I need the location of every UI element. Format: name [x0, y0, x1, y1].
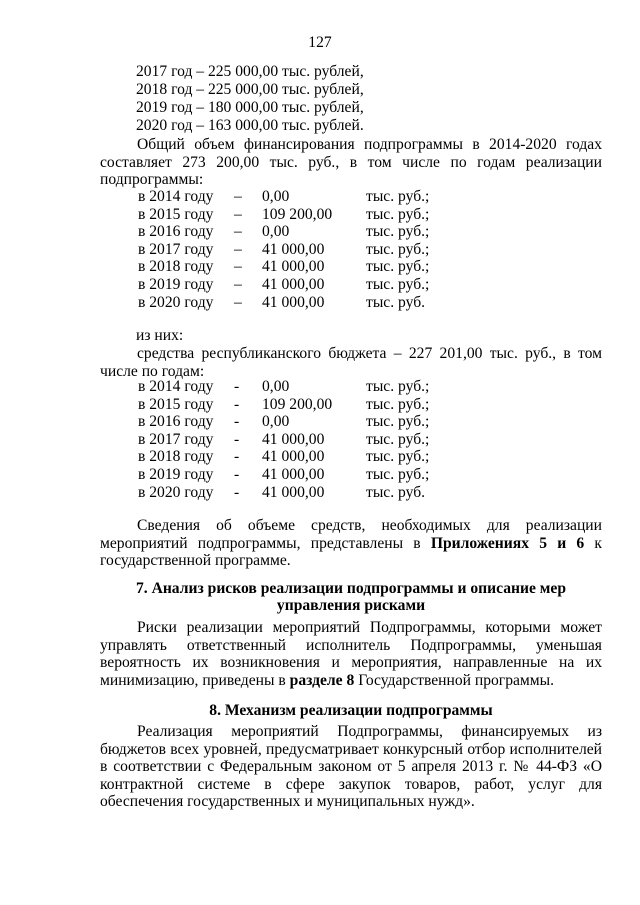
info-text — [100, 517, 602, 570]
section-8-paragraph — [100, 723, 602, 811]
intro-line-2019: 2019 год – 180 000,00 тыс. рублей, — [136, 99, 364, 116]
appendix-reference: Приложениях 5 и 6 — [430, 534, 585, 552]
of-them-label: из них: — [136, 327, 184, 344]
republic-budget-paragraph — [100, 345, 602, 380]
republic-year-unit-cell: тыс. руб.; — [366, 378, 430, 395]
financing-year-row — [138, 258, 429, 276]
financing-year-row — [138, 241, 429, 259]
section-7-paragraph — [100, 619, 602, 689]
financing-year-dash-cell: – — [234, 223, 242, 241]
republic-year-year-cell: в 2016 году — [138, 413, 214, 431]
financing-year-year-cell: в 2018 году — [138, 258, 214, 276]
republic-year-unit-cell: тыс. руб.; — [366, 395, 430, 413]
republic-year-dash-cell: - — [234, 465, 240, 483]
republic-year-value-cell: 109 200,00 — [262, 395, 333, 413]
financing-year-unit-cell: тыс. руб.; — [366, 223, 430, 241]
section-8-heading: 8. Механизм реализации подпрограммы — [209, 702, 493, 719]
financing-year-unit-cell: тыс. руб.; — [366, 240, 430, 258]
republic-year-value-cell: 41 000,00 — [262, 483, 325, 501]
info-paragraph — [100, 517, 602, 570]
republic-year-row — [138, 413, 429, 431]
financing-year-value-cell: 0,00 — [262, 188, 290, 205]
republic-year-unit-cell: тыс. руб. — [366, 483, 426, 501]
republic-year-unit-cell: тыс. руб.; — [366, 465, 430, 483]
financing-year-value-cell: 109 200,00 — [262, 205, 333, 223]
republic-year-row — [138, 396, 429, 414]
financing-year-value-cell: 0,00 — [262, 223, 290, 241]
section-7-text-after: Государственной программы. — [354, 671, 555, 689]
financing-year-value-cell: 41 000,00 — [262, 258, 325, 276]
republic-year-year-cell: в 2017 году — [138, 430, 214, 448]
republic-year-row — [138, 378, 429, 396]
republic-year-value-cell: 0,00 — [262, 378, 290, 395]
republic-year-unit-cell: тыс. руб.; — [366, 430, 430, 448]
financing-year-dash-cell: – — [234, 205, 242, 223]
republic-year-value-cell: 41 000,00 — [262, 465, 325, 483]
republic-year-row — [138, 466, 429, 484]
intro-line-2020: 2020 год – 163 000,00 тыс. рублей. — [136, 117, 364, 134]
financing-year-dash-cell: – — [234, 188, 242, 205]
info-text-after: к государственной программе. — [100, 534, 602, 569]
financing-year-value-cell: 41 000,00 — [262, 293, 325, 311]
republic-year-dash-cell: - — [234, 448, 240, 466]
financing-year-value-cell: 41 000,00 — [262, 240, 325, 258]
republic-year-dash-cell: - — [234, 395, 240, 413]
financing-year-dash-cell: – — [234, 293, 242, 311]
republic-year-dash-cell: - — [234, 378, 240, 395]
republic-year-value-cell: 0,00 — [262, 413, 290, 431]
republic-year-row — [138, 484, 429, 502]
republic-budget-body — [138, 378, 429, 501]
financing-year-dash-cell: – — [234, 258, 242, 276]
intro-line-2018: 2018 год – 225 000,00 тыс. рублей, — [136, 81, 364, 98]
financing-by-year-table — [138, 188, 429, 311]
republic-budget-text: средства республиканского бюджета – 227 201,00 тыс. руб., в том числе по годам: — [100, 345, 602, 380]
financing-year-row — [138, 206, 429, 224]
republic-year-year-cell: в 2015 году — [138, 395, 214, 413]
total-financing-paragraph — [100, 136, 602, 189]
republic-year-value-cell: 41 000,00 — [262, 448, 325, 466]
republic-year-dash-cell: - — [234, 430, 240, 448]
section-8-text: Реализация мероприятий Подпрограммы, финансируемых из бюджетов всех уровней, предусматривает конкурсный отбор исполнителей в соответствии с Федеральным законом от 5 апреля 2013 г. № 44-ФЗ «О контрактной системе в сфере закупок товаров, работ, услуг для обеспечения государственных и муниципальных нужд». — [100, 723, 602, 810]
financing-year-year-cell: в 2017 году — [138, 240, 214, 258]
financing-year-row — [138, 188, 429, 206]
republic-year-row — [138, 431, 429, 449]
republic-year-unit-cell: тыс. руб.; — [366, 448, 430, 466]
info-text-before: Сведения об объеме средств, необходимых для реализации мероприятий подпрограммы, представлены в — [100, 517, 602, 552]
financing-year-value-cell: 41 000,00 — [262, 275, 325, 293]
section-8-reference: разделе 8 — [289, 671, 355, 689]
republic-year-year-cell: в 2019 году — [138, 465, 214, 483]
financing-year-year-cell: в 2015 году — [138, 205, 214, 223]
republic-year-year-cell: в 2014 году — [138, 378, 214, 395]
republic-year-year-cell: в 2018 году — [138, 448, 214, 466]
financing-year-dash-cell: – — [234, 275, 242, 293]
financing-year-row — [138, 276, 429, 294]
financing-year-unit-cell: тыс. руб.; — [366, 188, 430, 205]
republic-year-unit-cell: тыс. руб.; — [366, 413, 430, 431]
financing-year-year-cell: в 2019 году — [138, 275, 214, 293]
total-financing-text: Общий объем финансирования подпрограммы в 2014-2020 годах составляет 273 200,00 тыс. руб., в том числе по годам реализации подпрограммы: — [100, 136, 602, 188]
financing-by-year-body — [138, 188, 429, 311]
section-7-heading: 7. Анализ рисков реализации подпрограммы и описание мер управления рисками — [135, 580, 567, 614]
republic-year-dash-cell: - — [234, 413, 240, 431]
financing-year-dash-cell: – — [234, 240, 242, 258]
financing-year-row — [138, 223, 429, 241]
financing-year-year-cell: в 2016 году — [138, 223, 214, 241]
financing-year-row — [138, 294, 429, 312]
republic-year-row — [138, 448, 429, 466]
financing-year-unit-cell: тыс. руб.; — [366, 275, 430, 293]
financing-year-year-cell: в 2014 году — [138, 188, 214, 205]
republic-year-year-cell: в 2020 году — [138, 483, 214, 501]
republic-budget-table — [138, 378, 429, 501]
financing-year-year-cell: в 2020 году — [138, 293, 214, 311]
financing-year-unit-cell: тыс. руб. — [366, 293, 426, 311]
republic-year-dash-cell: - — [234, 483, 240, 501]
section-7-text — [100, 619, 602, 689]
republic-year-value-cell: 41 000,00 — [262, 430, 325, 448]
financing-year-unit-cell: тыс. руб.; — [366, 205, 430, 223]
page-number: 127 — [308, 34, 332, 51]
section-7-text-before: Риски реализации мероприятий Подпрограммы, которыми может управлять ответственный исполнитель Подпрограммы, уменьшая вероятность их возникновения и мероприятия, направленные на их минимизацию, приведены в — [100, 619, 602, 689]
intro-line-2017: 2017 год – 225 000,00 тыс. рублей, — [136, 63, 364, 80]
financing-year-unit-cell: тыс. руб.; — [366, 258, 430, 276]
